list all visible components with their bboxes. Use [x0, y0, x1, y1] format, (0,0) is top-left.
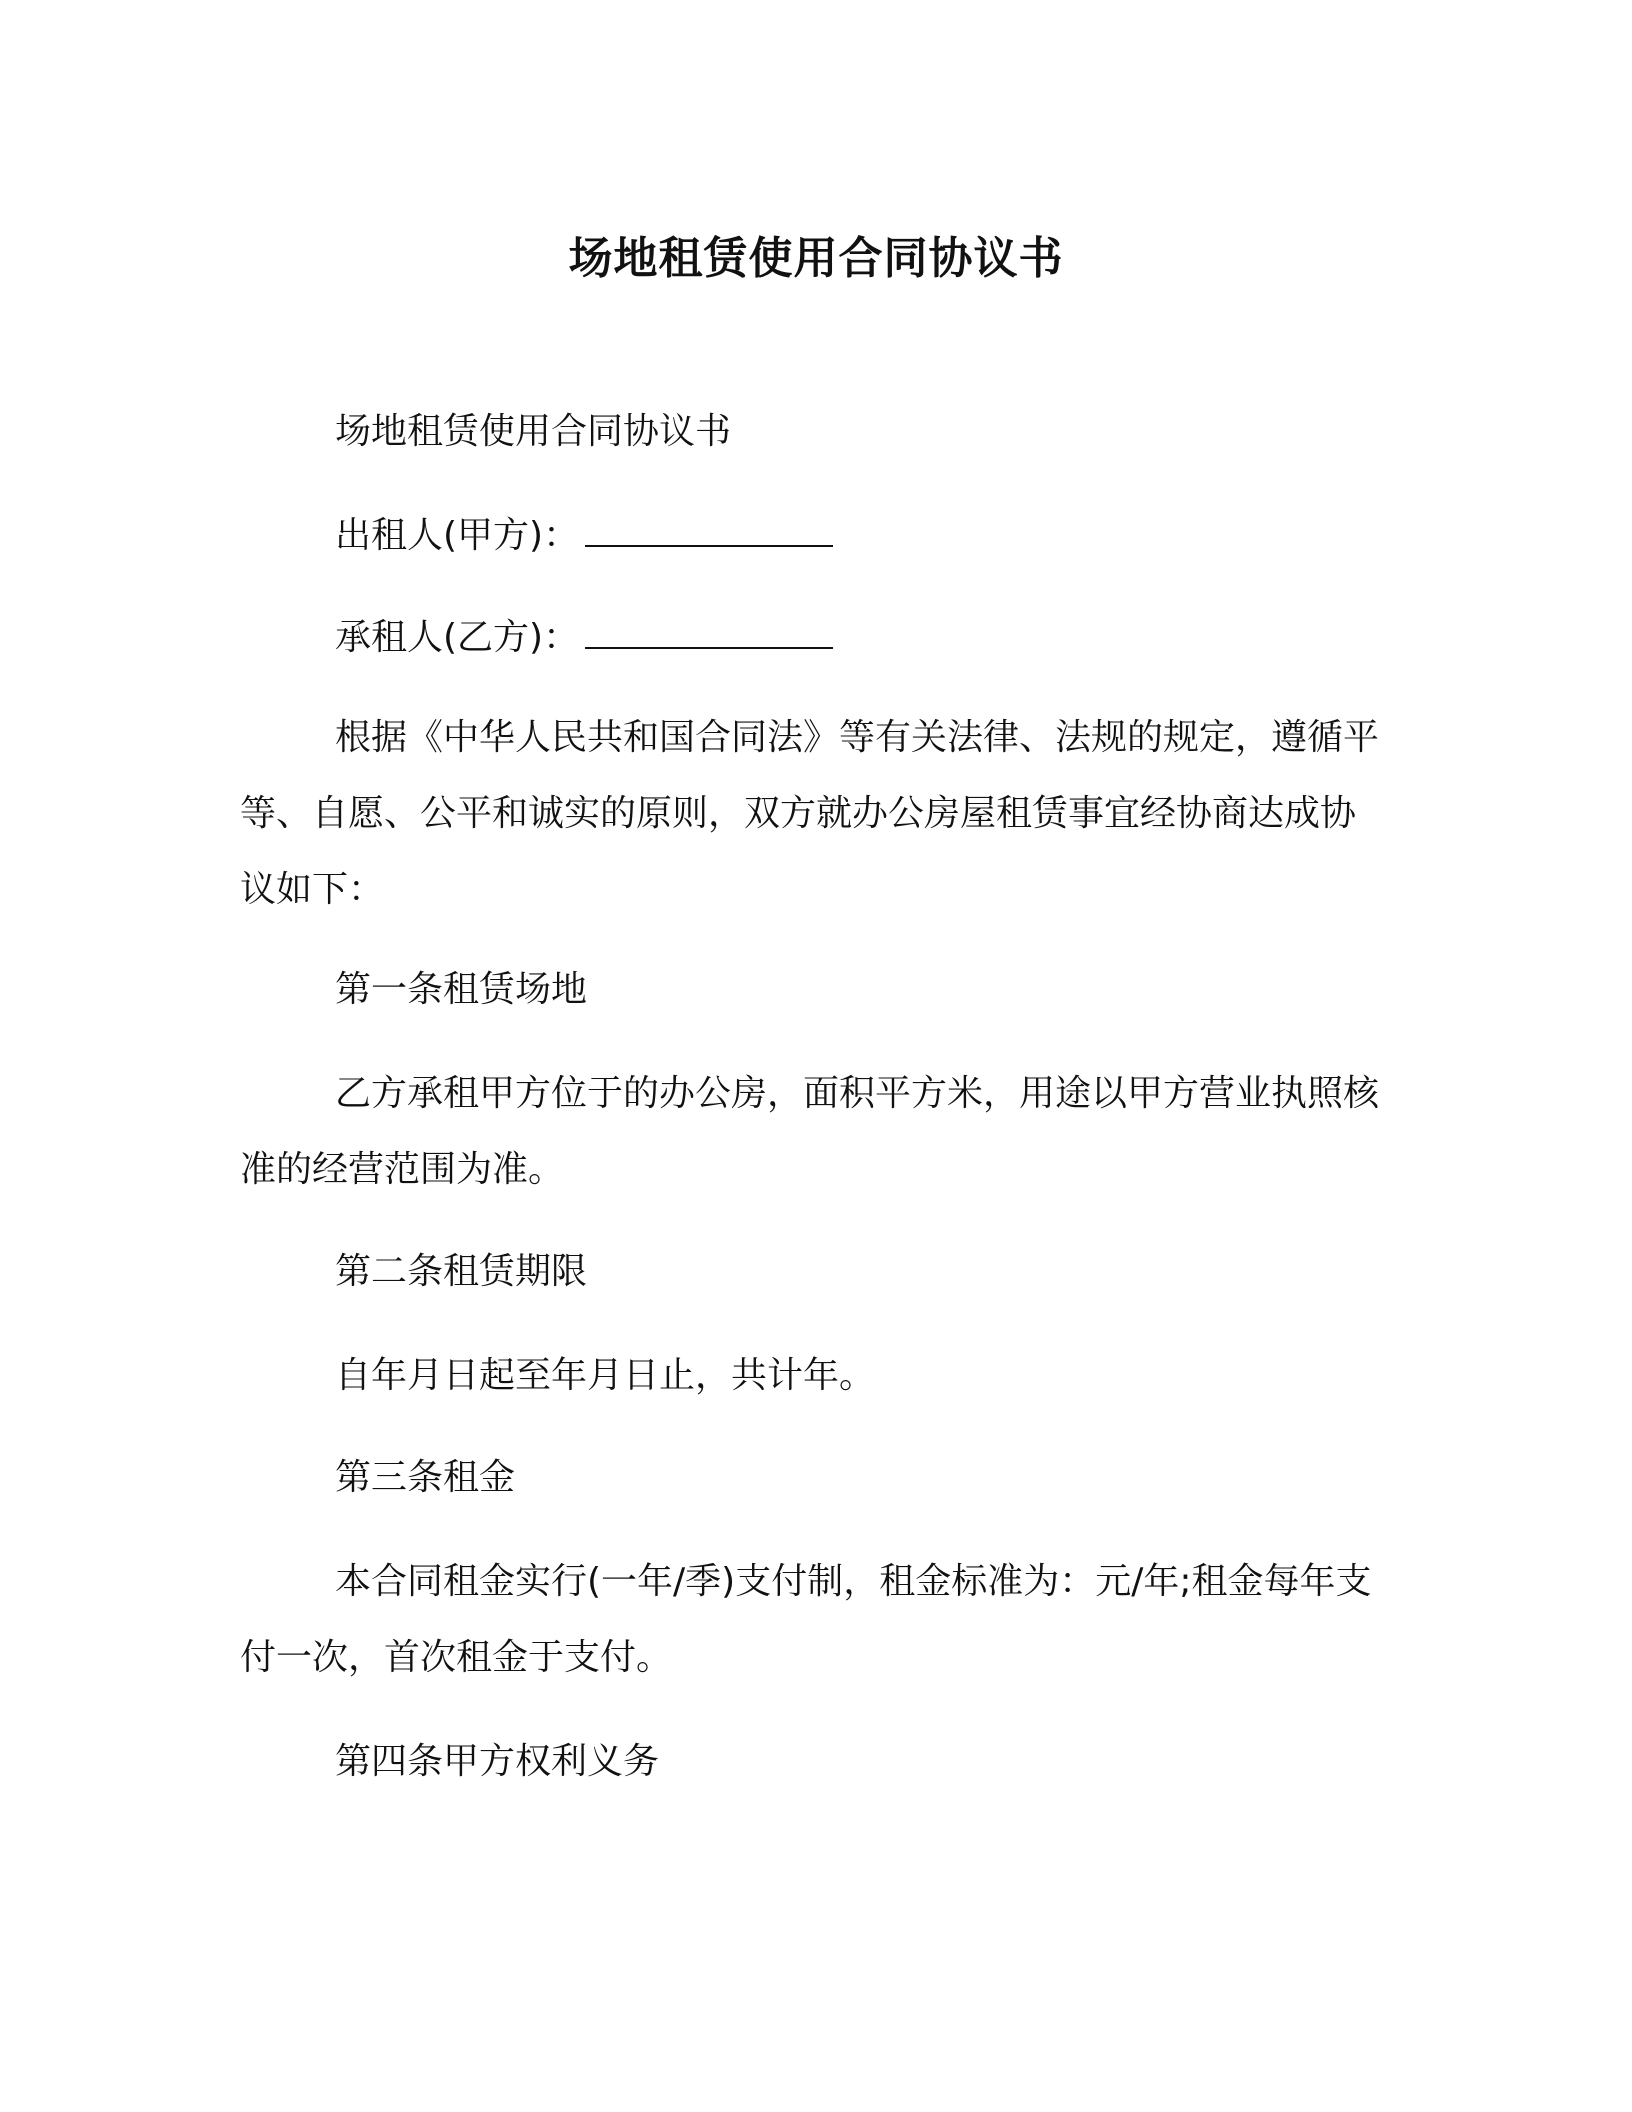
preamble-paragraph: 根据《中华人民共和国合同法》等有关法律、法规的规定，遵循平等、自愿、公平和诚实的原则，双方就办公房屋租赁事宜经协商达成协议如下：	[240, 717, 1380, 910]
article-2-heading: 第二条租赁期限	[335, 1251, 588, 1292]
article-1-heading: 第一条租赁场地	[335, 969, 588, 1010]
article-3-heading: 第三条租金	[335, 1457, 516, 1498]
document-title: 场地租赁使用合同协议书	[568, 233, 1064, 284]
article-3-text: 本合同租金实行(一年/季)支付制，租金标准为：元/年;租金每年支付一次，首次租金于支付。	[240, 1561, 1372, 1678]
article-2-text: 自年月日起至年月日止，共计年。	[335, 1355, 876, 1396]
lessee-label: 承租人(乙方)：	[335, 617, 580, 658]
document-subtitle: 场地租赁使用合同协议书	[335, 411, 732, 452]
lessor-line	[240, 498, 1380, 574]
lessor-blank	[585, 511, 833, 547]
lessee-line	[240, 600, 1380, 676]
article-4-heading: 第四条甲方权利义务	[335, 1741, 660, 1782]
lessee-blank	[585, 613, 833, 649]
lessor-label: 出租人(甲方)：	[335, 515, 580, 556]
article-1-text: 乙方承租甲方位于的办公房，面积平方米，用途以甲方营业执照核准的经营范围为准。	[240, 1073, 1380, 1190]
